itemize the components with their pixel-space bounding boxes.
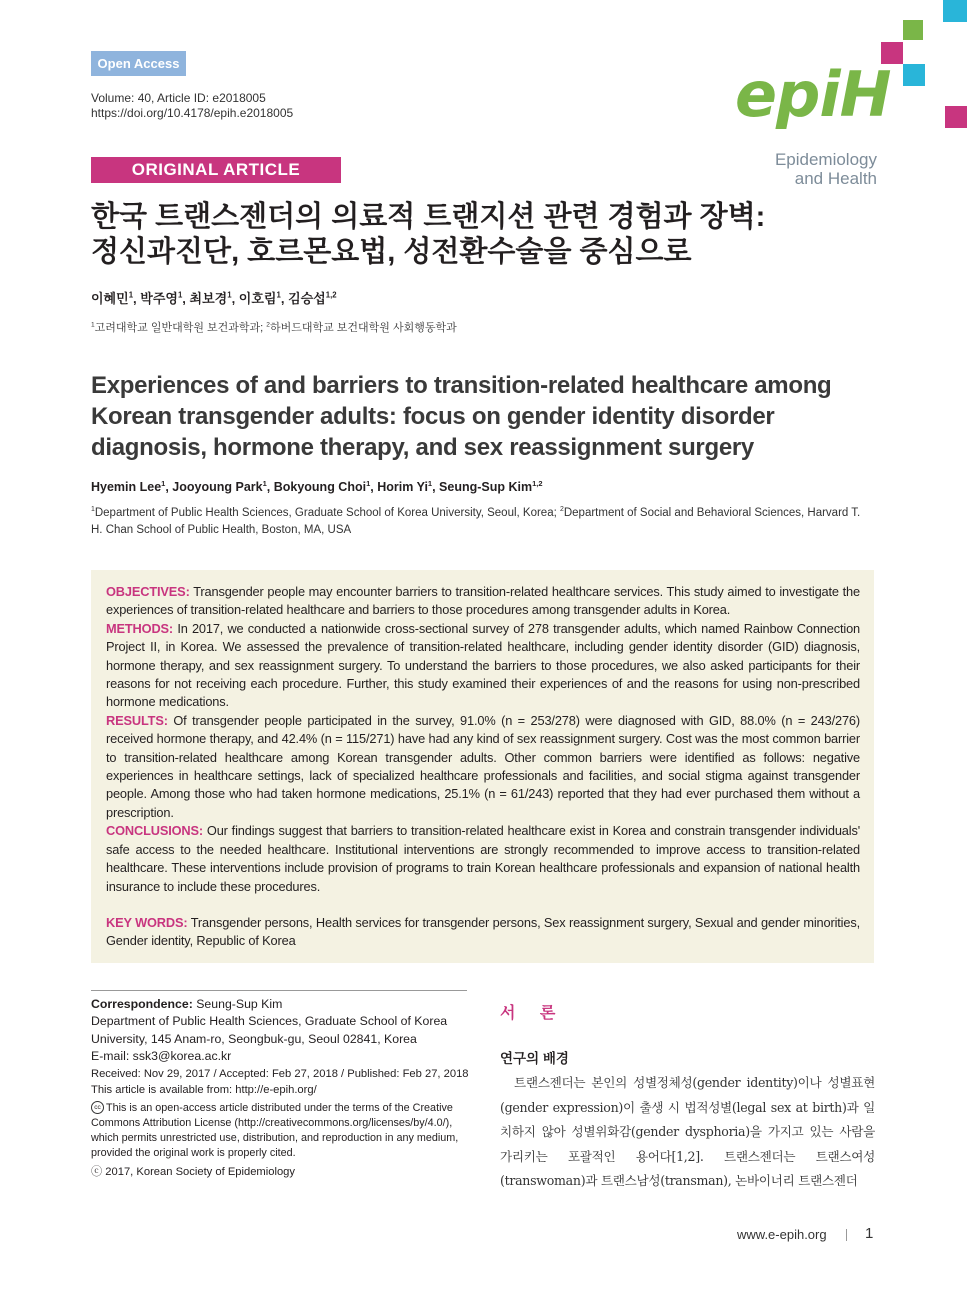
- correspondence-block: Correspondence: Seung-Sup Kim Department of Public Health Sciences, Graduate School of Korea University, 145 Anam-ro, Seongbuk-gu, Seoul 02841, Korea E-mail: ssk3@korea.ac.kr Received: Nov 29, 2017 / Accepted: Feb 27, 2018 / Published: Feb 27, 2018 This article is available from: http://e-epih.org/ cc This is an open-access article distributed under the terms of the Creative Commons Attribution License (http://creativecommons.org/licenses/by/4.0/), which permits unrestricted use, distribution, and reproduction in any medium, provided the original work is properly cited. ⓒ 2017, Korean Society of Epidemiology: [91, 996, 471, 1180]
- doi-link[interactable]: https://doi.org/10.4178/epih.e2018005: [91, 106, 294, 120]
- logo-square-icon: [903, 64, 925, 86]
- footer-divider: [846, 1229, 847, 1241]
- english-authors: Hyemin Lee$^1$, Jooyoung Park$^1$, Bokyoung Choi$^1$, Horim Yi$^1$, Seung-Sup Kim$^{1,2}$: [91, 478, 543, 494]
- logo-subtitle: Epidemiology and Health: [774, 150, 877, 188]
- abstract-box: [91, 570, 874, 963]
- license-text: cc This is an open-access article distributed under the terms of the Creative Commons Attribution License (http://creativecommons.org/licenses/by/4.0/), which permits unrestricted use, distribution, and reproduction in any medium, provided the original work is properly cited.: [91, 1101, 459, 1159]
- english-affiliations: $^1$Department of Public Health Sciences, Graduate School of Korea University, Seoul, Korea; $^2$Department of Social and Behavioral Sciences, Harvard T. H. Chan School of Public Health, Boston, MA, USA: [91, 506, 861, 536]
- volume-line: Volume: 40, Article ID: e2018005: [91, 91, 266, 105]
- journal-logo: [735, 0, 967, 200]
- article-type-banner: ORIGINAL ARTICLE: [91, 157, 341, 183]
- article-meta: [91, 91, 293, 121]
- abstract-methods: METHODS: In 2017, we conducted a nationwide cross-sectional survey of 278 transgender adults, which named Rainbow Connection Project II, in Korea. We assessed the prevalence of transition-related healthcare, including gender identity disorder (GID) diagnosis, hormone therapy, and sex reassignment surgery. To understand the barriers to those procedures, we also asked participants for their reasons for not receiving each procedure. Further, this study examined their experiences of and the reasons for using non-prescribed hormone medications.: [106, 620, 860, 710]
- logo-wordmark: epiH: [735, 58, 891, 131]
- cc-icon: cc: [91, 1101, 104, 1114]
- divider: [91, 990, 467, 991]
- logo-square-icon: [945, 106, 967, 128]
- body-paragraph: 트랜스젠더는 본인의 성별정체성(gender identity)이나 성별표현(gender expression)이 출생 시 법적성별(legal sex at birth)과 일치하지 않아 성별위화감(gender dysphoria)을 가지고 있는 사람을 가리키는 포괄적인 용어다[1,2]. 트랜스젠더는 트랜스여성(transwoman)과 트랜스남성(transman), 논바이너리 트랜스젠더: [500, 1075, 875, 1188]
- english-title: Experiences of and barriers to transition-related healthcare among Korean transgender adults: focus on gender identity disorder diagnosis, hormone therapy, and sex reassignment surgery: [91, 372, 832, 461]
- logo-square-icon: [943, 0, 967, 22]
- page-number: 1: [865, 1225, 874, 1242]
- korean-authors: 이혜민$^1$, 박주영$^1$, 최보경$^1$, 이호림$^1$, 김승섭$^{1,2}$: [91, 290, 337, 306]
- abstract-conclusions: CONCLUSIONS: Our findings suggest that barriers to transition-related healthcare exist in Korea and constrain transgender individuals' safe access to the needed healthcare. Institutional interventions are strongly recommended to improve access to transition-related healthcare. These interventions include provision of programs to train Korean healthcare professionals and expansion of national health insurance to include these procedures.: [106, 823, 860, 894]
- abstract-objectives: OBJECTIVES: Transgender people may encounter barriers to transition-related healthcare services. This study aimed to investigate the experiences of transition-related healthcare and barriers to those procedures among transgender adults in Korea.: [106, 584, 860, 618]
- email-link[interactable]: E-mail: ssk3@korea.ac.kr: [91, 1049, 232, 1064]
- logo-square-icon: [903, 20, 923, 40]
- abstract-results: RESULTS: Of transgender people participated in the survey, 91.0% (n = 253/278) were diagnosed with GID, 88.0% (n = 243/276) received hormone therapy, and 42.4% (n = 115/271) have had any kind of sex reassignment surgery. Cost was the most common barrier to transition-related healthcare among Korean transgender adults. Other common barriers were identified as follows: negative experiences in healthcare settings, lack of specialized healthcare professionals and facilities, and social stigma against transgender people. Among those who had taken hormone medications, 25.1% (n = 61/243) reported that they had ever purchased them without a prescription.: [106, 712, 860, 820]
- korean-affiliations: $^1$고려대학교 일반대학원 보건과학과; $^2$하버드대학교 보건대학원 사회행동학과: [91, 321, 457, 334]
- availability-link[interactable]: This article is available from: http://e-epih.org/: [91, 1083, 317, 1096]
- korean-title: 한국 트랜스젠더의 의료적 트랜지션 관련 경험과 장벽: 정신과진단, 호르몬요법, 성전환수술을 중심으로: [91, 201, 766, 268]
- abstract-keywords: KEY WORDS: Transgender persons, Health services for transgender persons, Sex reassignment surgery, Sexual and gender minorities, Gender identity, Republic of Korea: [106, 914, 860, 949]
- section-heading: 서 론: [500, 1005, 566, 1022]
- open-access-badge: Open Access: [91, 51, 186, 76]
- subsection-heading: 연구의 배경: [500, 1051, 569, 1066]
- footer-url[interactable]: www.e-epih.org: [737, 1227, 827, 1242]
